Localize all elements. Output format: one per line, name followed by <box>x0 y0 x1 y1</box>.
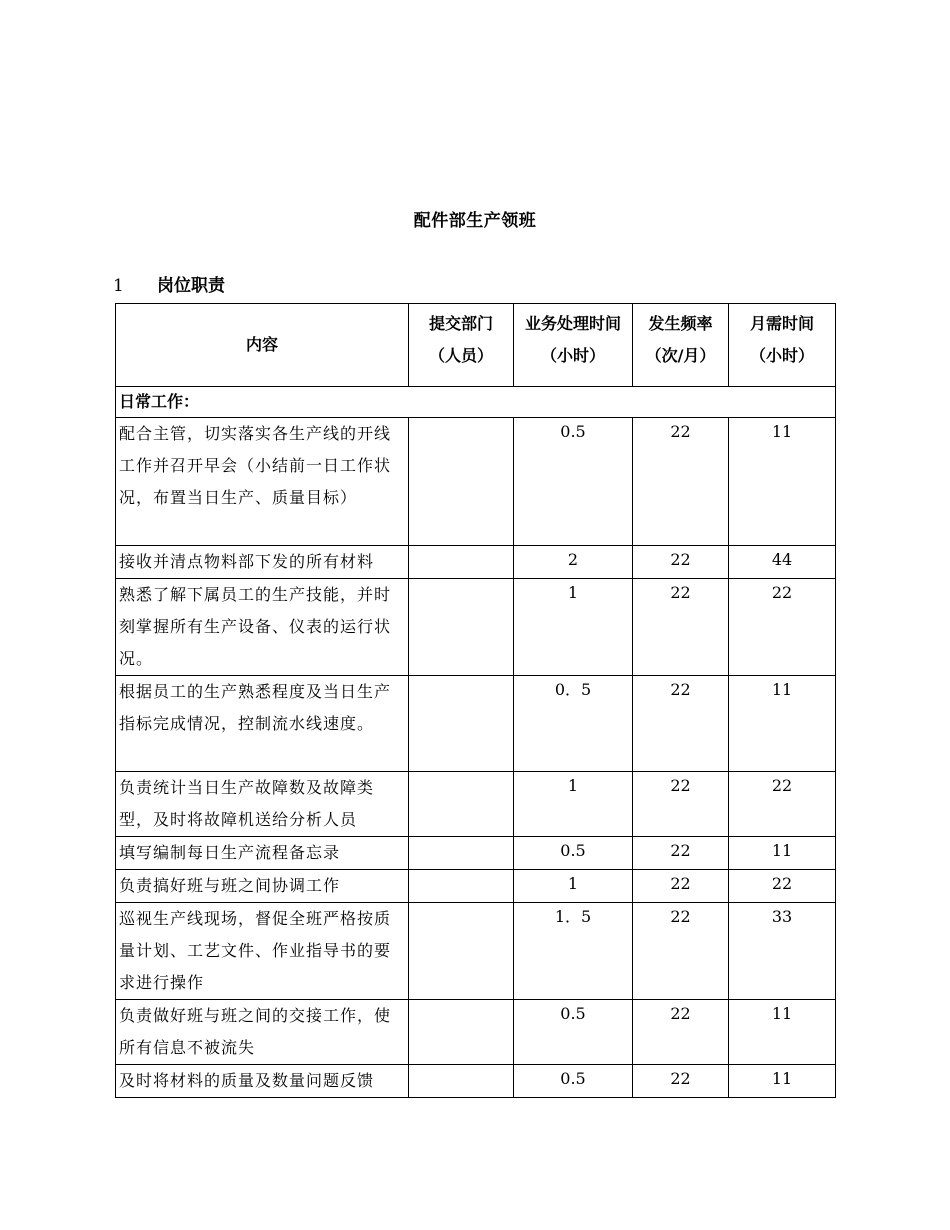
row-dept <box>409 772 514 837</box>
row-monthly: 11 <box>729 837 836 870</box>
header-dept-line1: 提交部门 <box>428 314 493 333</box>
row-dept <box>409 1000 514 1065</box>
row-content: 根据员工的生产熟悉程度及当日生产指标完成情况，控制流水线速度。 <box>116 676 409 772</box>
header-time-line1: 业务处理时间 <box>524 314 621 333</box>
section-row <box>116 387 836 418</box>
row-content: 接收并清点物料部下发的所有材料 <box>116 546 409 579</box>
row-dept <box>409 579 514 676</box>
row-frequency: 22 <box>633 870 729 903</box>
row-time: 1 <box>514 772 633 837</box>
row-monthly: 33 <box>729 903 836 1000</box>
row-time: 1 <box>514 870 633 903</box>
row-time: 0．5 <box>514 676 633 772</box>
row-time: 0.5 <box>514 1000 633 1065</box>
table-row <box>116 837 836 870</box>
table-row <box>116 903 836 1000</box>
row-monthly: 11 <box>729 1065 836 1098</box>
row-monthly: 44 <box>729 546 836 579</box>
header-content: 内容 <box>116 304 409 387</box>
row-frequency: 22 <box>633 579 729 676</box>
header-dept-line2: （人员） <box>428 346 493 365</box>
row-content: 负责统计当日生产故障数及故障类型，及时将故障机送给分析人员 <box>116 772 409 837</box>
row-content: 负责做好班与班之间的交接工作，使所有信息不被流失 <box>116 1000 409 1065</box>
row-time: 2 <box>514 546 633 579</box>
section-title: 岗位职责 <box>157 276 225 296</box>
row-dept <box>409 676 514 772</box>
table-row <box>116 1065 836 1098</box>
row-monthly: 11 <box>729 418 836 546</box>
row-dept <box>409 1065 514 1098</box>
row-dept <box>409 418 514 546</box>
duty-table <box>115 303 836 1098</box>
row-time: 0.5 <box>514 837 633 870</box>
table-row <box>116 579 836 676</box>
header-time <box>514 304 633 387</box>
table-row <box>116 870 836 903</box>
row-content: 负责搞好班与班之间协调工作 <box>116 870 409 903</box>
header-frequency <box>633 304 729 387</box>
row-monthly: 11 <box>729 1000 836 1065</box>
table-row <box>116 546 836 579</box>
row-frequency: 22 <box>633 676 729 772</box>
row-content: 及时将材料的质量及数量问题反馈 <box>116 1065 409 1098</box>
row-monthly: 11 <box>729 676 836 772</box>
row-time: 1．5 <box>514 903 633 1000</box>
header-monthly-line1: 月需时间 <box>749 314 814 333</box>
row-monthly: 22 <box>729 579 836 676</box>
row-content: 配合主管，切实落实各生产线的开线工作并召开早会（小结前一日工作状况，布置当日生产、质量目标） <box>116 418 409 546</box>
row-dept <box>409 546 514 579</box>
header-monthly-line2: （小时） <box>749 346 814 365</box>
row-monthly: 22 <box>729 772 836 837</box>
row-monthly: 22 <box>729 870 836 903</box>
row-content: 熟悉了解下属员工的生产技能，并时刻掌握所有生产设备、仪表的运行状况。 <box>116 579 409 676</box>
header-dept <box>409 304 514 387</box>
table-row <box>116 676 836 772</box>
row-content: 巡视生产线现场，督促全班严格按质量计划、工艺文件、作业指导书的要求进行操作 <box>116 903 409 1000</box>
row-dept <box>409 903 514 1000</box>
header-time-line2: （小时） <box>540 346 605 365</box>
row-frequency: 22 <box>633 546 729 579</box>
row-time: 0.5 <box>514 1065 633 1098</box>
row-frequency: 22 <box>633 903 729 1000</box>
row-content: 填写编制每日生产流程备忘录 <box>116 837 409 870</box>
header-frequency-line1: 发生频率 <box>648 314 713 333</box>
row-frequency: 22 <box>633 772 729 837</box>
row-dept <box>409 870 514 903</box>
section-label: 日常工作： <box>116 387 836 418</box>
row-frequency: 22 <box>633 1065 729 1098</box>
row-frequency: 22 <box>633 837 729 870</box>
table-row <box>116 1000 836 1065</box>
section-heading <box>113 271 225 296</box>
header-frequency-line2: （次/月） <box>645 346 716 365</box>
row-frequency: 22 <box>633 418 729 546</box>
table-header-row <box>116 304 836 387</box>
table-row <box>116 418 836 546</box>
header-monthly <box>729 304 836 387</box>
row-frequency: 22 <box>633 1000 729 1065</box>
table-row <box>116 772 836 837</box>
row-dept <box>409 837 514 870</box>
row-time: 0.5 <box>514 418 633 546</box>
document-title: 配件部生产领班 <box>413 211 537 231</box>
row-time: 1 <box>514 579 633 676</box>
section-number: 1 <box>113 276 124 296</box>
